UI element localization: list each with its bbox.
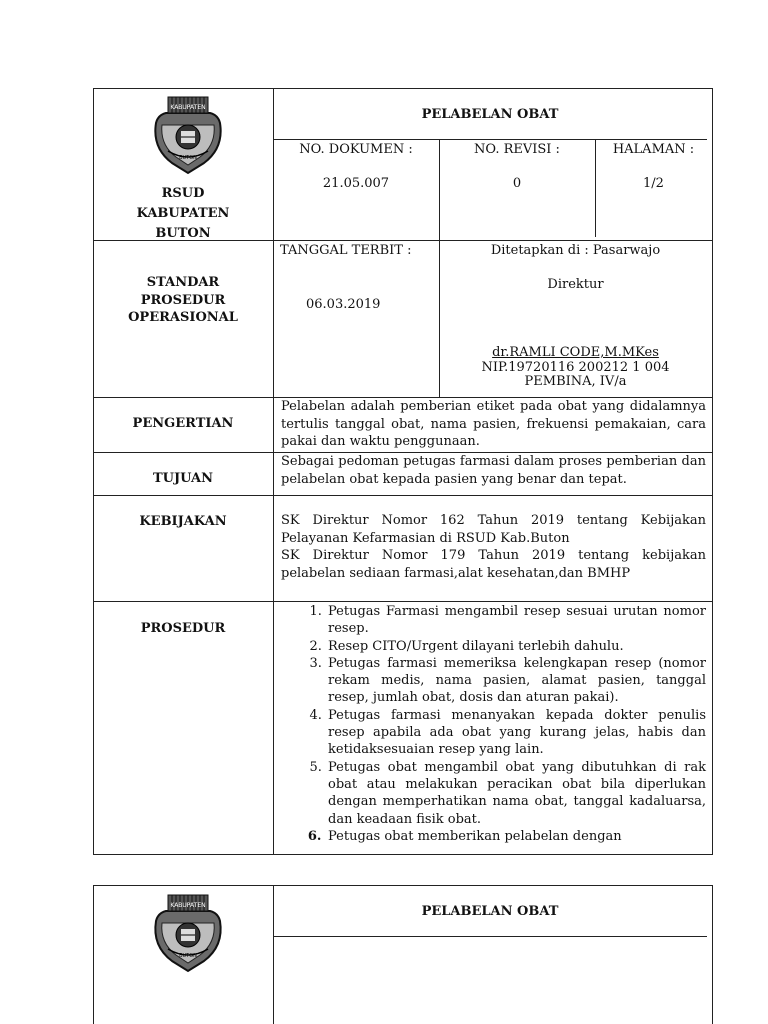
signature-block <box>439 346 712 390</box>
institution-name <box>93 184 273 244</box>
sop-label-line-1: STANDAR <box>146 275 220 290</box>
prosedur-step-1: 1. Petugas Farmasi mengambil resep sesuai urutan nomor resep. <box>326 603 706 638</box>
institution-line-3: BUTON <box>155 226 211 241</box>
logo-bottom-text-page2: BUTON <box>179 953 197 959</box>
sop-label-line-3: OPERASIONAL <box>128 310 238 325</box>
no-dokumen-value: 21.05.007 <box>322 176 390 191</box>
pengertian-label: PENGERTIAN <box>132 416 234 431</box>
kebijakan-item-1: SK Direktur Nomor 162 Tahun 2019 tentang Kebijakan Pelayanan Kefarmasian di RSUD Kab.Buton <box>281 513 706 546</box>
prosedur-step-6: 6. Petugas obat memberikan pelabelan dengan <box>326 828 706 845</box>
institution-line-1: RSUD <box>161 186 205 201</box>
kabupaten-buton-logo-page2 <box>148 891 228 973</box>
halaman-label: HALAMAN : <box>612 142 695 157</box>
institution-line-2: KABUPATEN <box>136 206 230 221</box>
ditetapkan-text: Ditetapkan di : Pasarwajo <box>490 243 661 258</box>
kabupaten-buton-logo <box>148 93 228 175</box>
direktur-title: Direktur <box>547 277 604 292</box>
prosedur-step-2: 2. Resep CITO/Urgent dilayani terlebih dahulu. <box>326 638 706 655</box>
tujuan-label: TUJUAN <box>152 471 214 486</box>
no-dokumen-label: NO. DOKUMEN : <box>299 142 413 157</box>
prosedur-label: PROSEDUR <box>140 621 226 636</box>
sop-label-line-2: PROSEDUR <box>140 292 226 308</box>
signer-name: dr.RAMLI CODE,M.MKes <box>492 345 659 360</box>
signer-rank: PEMBINA, IV/a <box>524 374 627 389</box>
sop-label <box>93 274 273 327</box>
document-title: PELABELAN OBAT <box>421 107 559 122</box>
page2-document-title: PELABELAN OBAT <box>421 904 559 919</box>
signer-nip: NIP.19720116 200212 1 004 <box>481 359 670 375</box>
no-revisi-label: NO. REVISI : <box>474 142 560 157</box>
kebijakan-item-2: SK Direktur Nomor 179 Tahun 2019 tentang kebijakan pelabelan sediaan farmasi,alat kesehatan,dan BMHP <box>281 548 706 581</box>
prosedur-step-5: 5. Petugas obat mengambil obat yang dibutuhkan di rak obat atau melakukan peracikan obat bila diperlukan dengan memperhatikan nama obat, tanggal kadaluarsa, dan keadaan fisik obat. <box>326 759 706 828</box>
prosedur-step-3: 3. Petugas farmasi memeriksa kelengkapan resep (nomor rekam medis, nama pasien, alamat pasien, tanggal resep, jumlah obat, dosis dan aturan pakai). <box>326 655 706 707</box>
pengertian-text: Pelabelan adalah pemberian etiket pada obat yang didalamnya tertulis tanggal obat, nama pasien, frekuensi pemakaian, cara pakai dan waktu penggunaan. <box>281 399 706 449</box>
logo-text-page2: KABUPATEN <box>170 902 206 909</box>
kebijakan-label: KEBIJAKAN <box>139 514 227 529</box>
halaman-value: 1/2 <box>643 176 664 191</box>
tanggal-terbit-value: 06.03.2019 <box>306 297 381 312</box>
tujuan-text: Sebagai pedoman petugas farmasi dalam proses pemberian dan pelabelan obat kepada pasien yang benar dan tepat. <box>281 454 706 487</box>
prosedur-steps <box>282 603 706 845</box>
no-revisi-value: 0 <box>512 176 522 191</box>
prosedur-step-4: 4. Petugas farmasi menanyakan kepada dokter penulis resep apabila ada obat yang kurang jelas, habis dan ketidaksesuaian resep yang lain. <box>326 707 706 759</box>
logo-text: KABUPATEN <box>170 104 206 111</box>
tanggal-terbit-label: TANGGAL TERBIT : <box>280 243 412 258</box>
logo-bottom-text: BUTON <box>179 155 197 161</box>
